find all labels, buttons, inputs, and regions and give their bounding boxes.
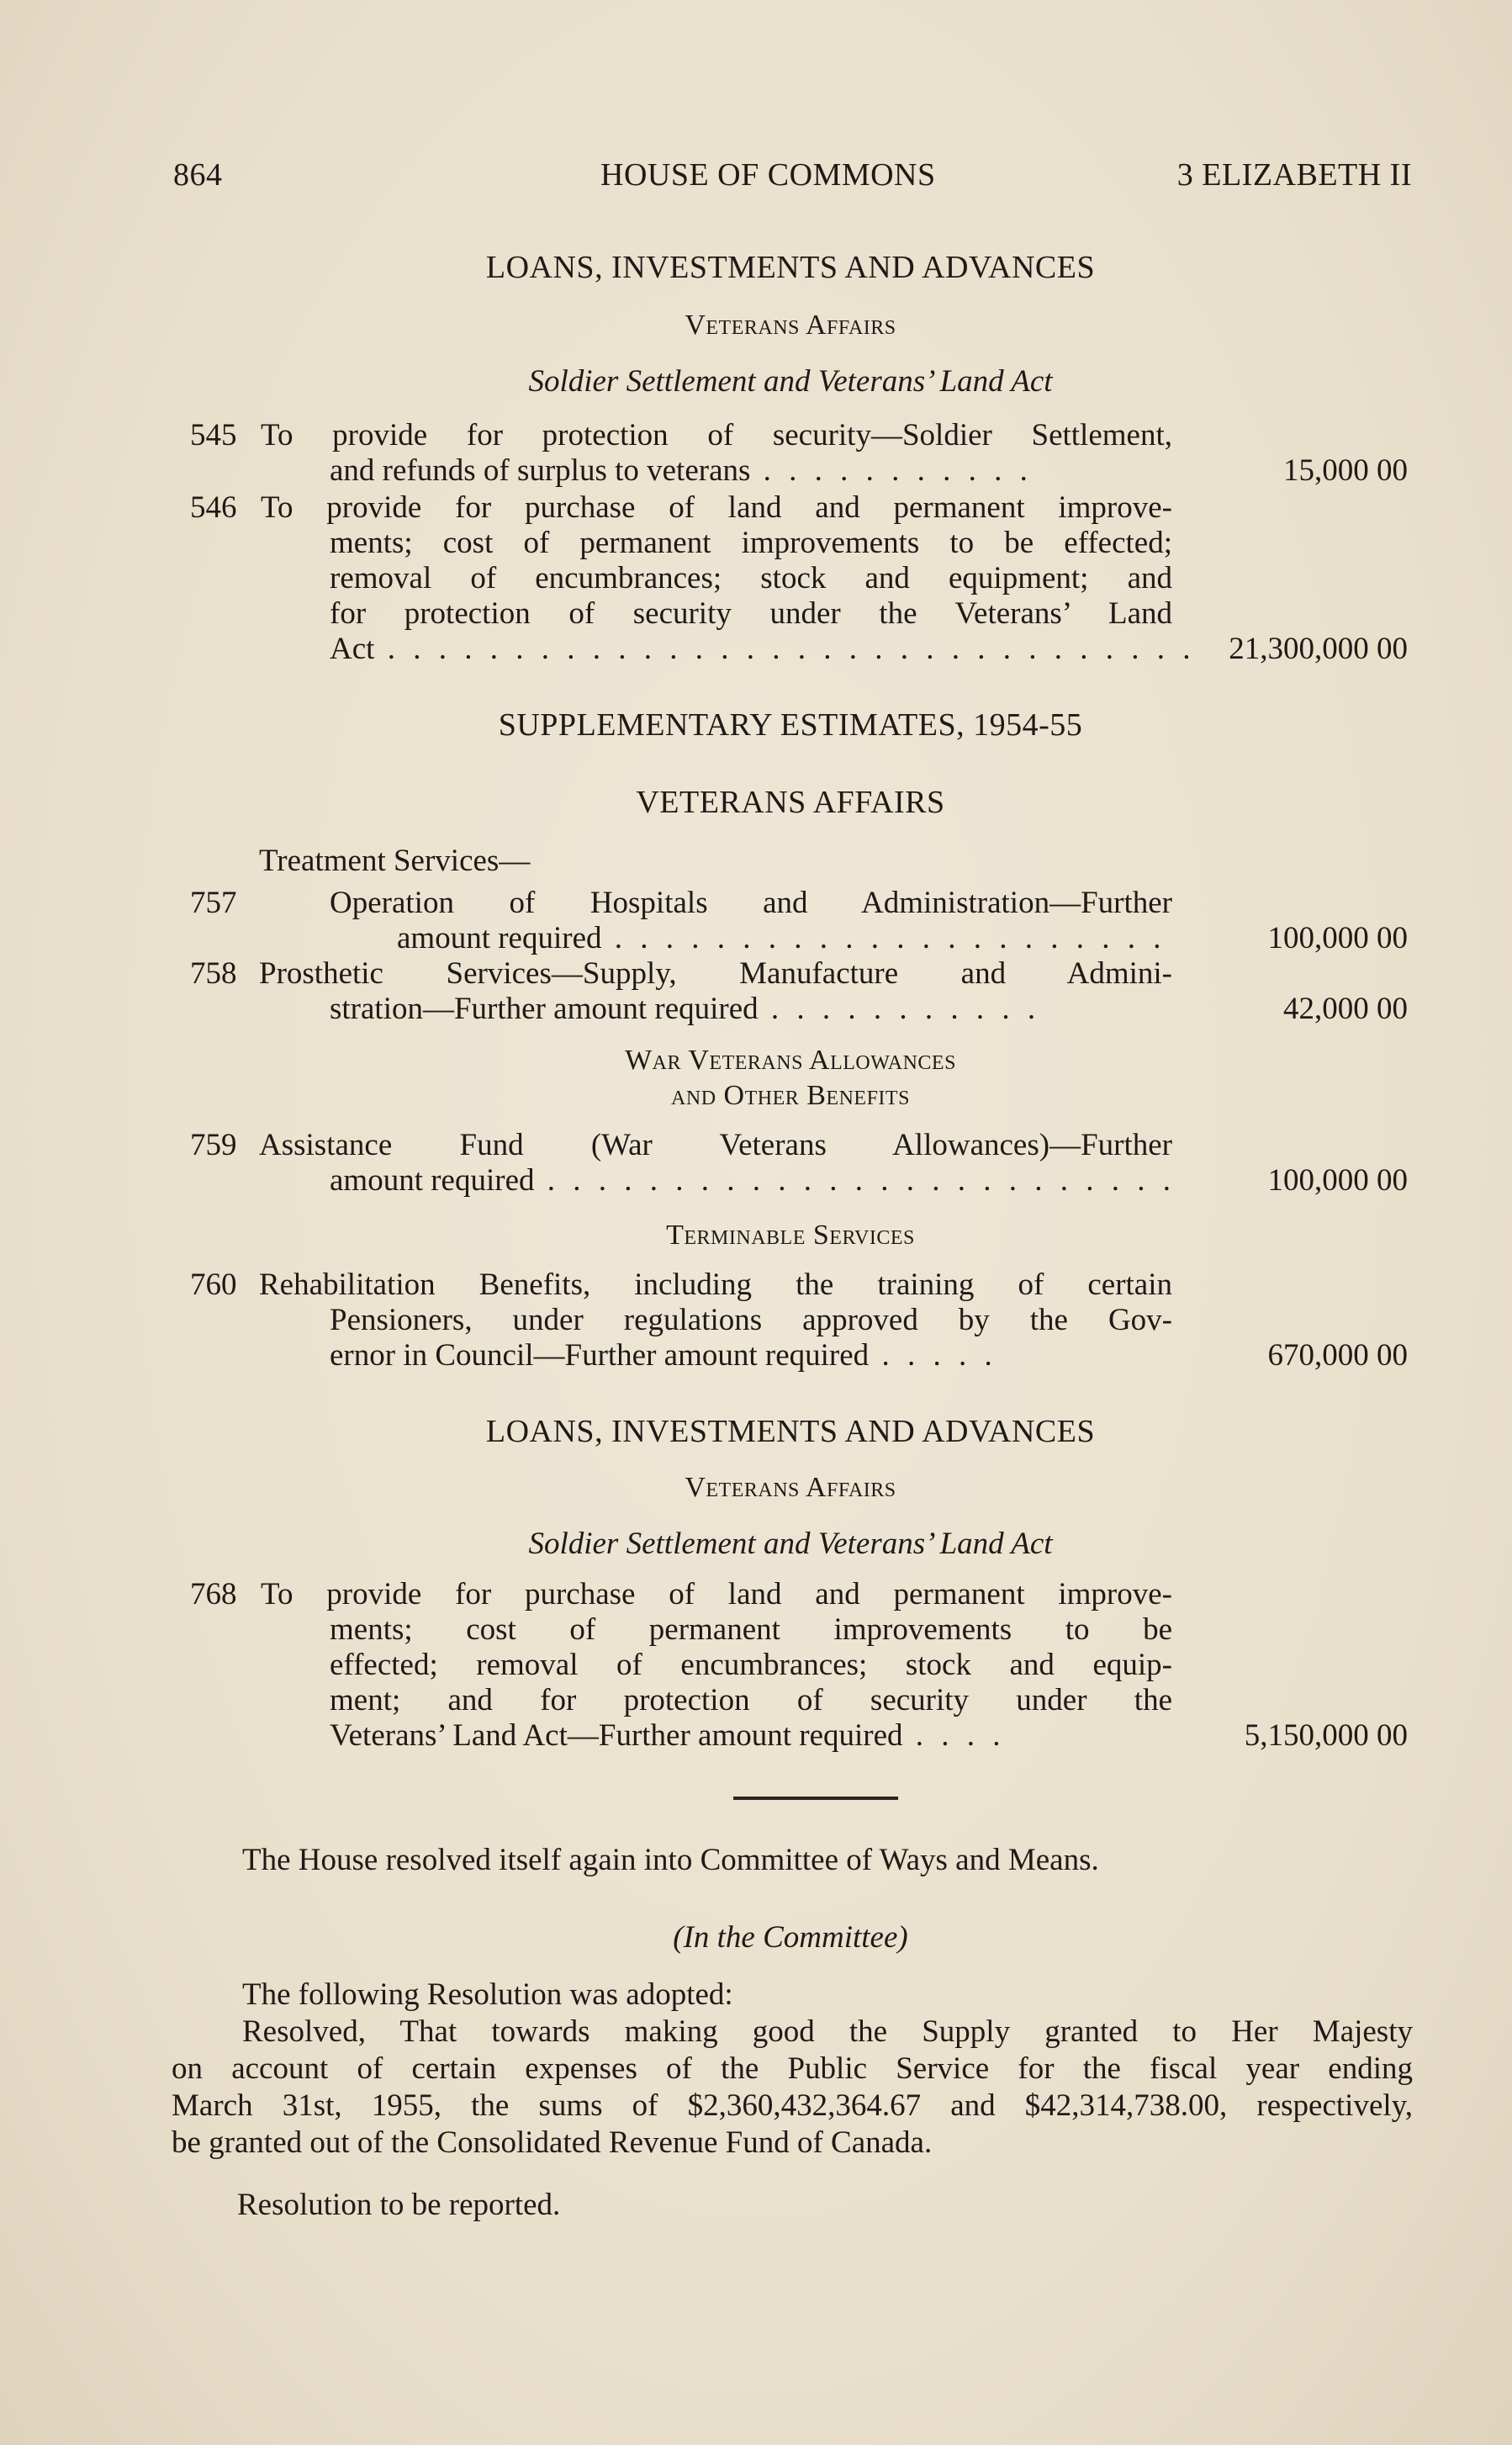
committee-ways-and-means: The House resolved itself again into Committee of Ways and Means. [242, 1843, 1099, 1877]
other-benefits-heading: and Other Benefits [671, 1080, 910, 1111]
item-757-amount: 100,000 00 [1267, 921, 1408, 955]
item-760-line-1: Rehabilitation Benefits, including the training of certain [259, 1267, 1172, 1302]
item-546-line-1: To provide for purchase of land and permanent improve- [261, 490, 1172, 525]
item-758-line-2: stration—Further amount required . . . . . . . . . . . [330, 992, 1041, 1026]
page-number: 864 [173, 157, 223, 193]
page-header-title: HOUSE OF COMMONS [600, 157, 936, 193]
war-veterans-allowances-heading: War Veterans Allowances [625, 1045, 956, 1076]
terminable-services-heading: Terminable Services [666, 1220, 915, 1251]
item-757-line-1: Operation of Hospitals and Administration—Further [330, 886, 1172, 920]
resolution-line-1: Resolved, That towards making good the Supply granted to Her Majesty [242, 2014, 1413, 2049]
item-759-line-2: amount required . . . . . . . . . . . . . . . . . . . . . . . . . [330, 1163, 1176, 1198]
item-number-760: 760 [190, 1267, 237, 1302]
item-545-line-2: and refunds of surplus to veterans . . . . . . . . . . . [330, 453, 1033, 488]
item-758-amount: 42,000 00 [1283, 992, 1408, 1026]
item-546-line-5: Act . . . . . . . . . . . . . . . . . . . . . . . . . . . . . . . . [330, 632, 1196, 666]
section-divider [733, 1797, 898, 1800]
item-545-amount: 15,000 00 [1283, 453, 1408, 488]
department-veterans-affairs: VETERANS AFFAIRS [636, 785, 945, 820]
in-the-committee: (In the Committee) [673, 1920, 908, 1955]
resolution-line-4: be granted out of the Consolidated Revenue Fund of Canada. [172, 2125, 933, 2160]
treatment-services-label: Treatment Services— [259, 844, 531, 878]
item-number-758: 758 [190, 956, 237, 991]
item-760-line-3: ernor in Council—Further amount required . . . . . [330, 1338, 997, 1373]
section-subtitle-veterans-affairs: Veterans Affairs [685, 310, 896, 341]
item-768-line-5: Veterans’ Land Act—Further amount required . . . . [330, 1718, 1006, 1753]
item-546-line-4: for protection of security under the Veterans’ Land [330, 596, 1172, 631]
item-758-line-1: Prosthetic Services—Supply, Manufacture and Admini- [259, 956, 1172, 991]
resolution-line-3: March 31st, 1955, the sums of $2,360,432,364.67 and $42,314,738.00, respectively, [172, 2088, 1413, 2123]
regnal-year: 3 ELIZABETH II [1176, 157, 1412, 193]
act-title: Soldier Settlement and Veterans’ Land Act [528, 364, 1053, 399]
item-number-768: 768 [190, 1577, 237, 1611]
item-546-line-3: removal of encumbrances; stock and equipment; and [330, 561, 1172, 595]
item-number-546: 546 [190, 490, 237, 525]
item-759-line-1: Assistance Fund (War Veterans Allowances)—Further [259, 1128, 1172, 1162]
act-title-2: Soldier Settlement and Veterans’ Land Act [528, 1527, 1053, 1561]
section-subtitle-veterans-affairs-2: Veterans Affairs [685, 1472, 896, 1503]
resolution-to-be-reported: Resolution to be reported. [237, 2188, 561, 2222]
item-760-amount: 670,000 00 [1267, 1338, 1408, 1373]
item-759-amount: 100,000 00 [1267, 1163, 1408, 1198]
item-768-line-3: effected; removal of encumbrances; stock and equip- [330, 1648, 1172, 1682]
supplementary-estimates-title: SUPPLEMENTARY ESTIMATES, 1954-55 [498, 707, 1083, 743]
item-768-line-1: To provide for purchase of land and permanent improve- [261, 1577, 1172, 1611]
resolution-adopted: The following Resolution was adopted: [242, 1977, 733, 2012]
item-number-757: 757 [190, 886, 237, 920]
item-760-line-2: Pensioners, under regulations approved by the Gov- [330, 1303, 1172, 1337]
item-546-line-2: ments; cost of permanent improvements to be effected; [330, 526, 1172, 560]
item-number-759: 759 [190, 1128, 237, 1162]
item-768-line-4: ment; and for protection of security under the [330, 1683, 1172, 1717]
item-768-line-2: ments; cost of permanent improvements to be [330, 1612, 1172, 1647]
item-546-amount: 21,300,000 00 [1229, 632, 1408, 666]
section-title-loans-2: LOANS, INVESTMENTS AND ADVANCES [485, 1414, 1096, 1449]
item-768-amount: 5,150,000 00 [1244, 1718, 1408, 1753]
item-number-545: 545 [190, 418, 237, 452]
item-545-line-1: To provide for protection of security—Soldier Settlement, [261, 418, 1172, 452]
section-title-loans: LOANS, INVESTMENTS AND ADVANCES [485, 250, 1096, 285]
resolution-line-2: on account of certain expenses of the Public Service for the fiscal year ending [172, 2051, 1413, 2086]
item-757-line-2: amount required . . . . . . . . . . . . . . . . . . . . . . [397, 921, 1166, 955]
